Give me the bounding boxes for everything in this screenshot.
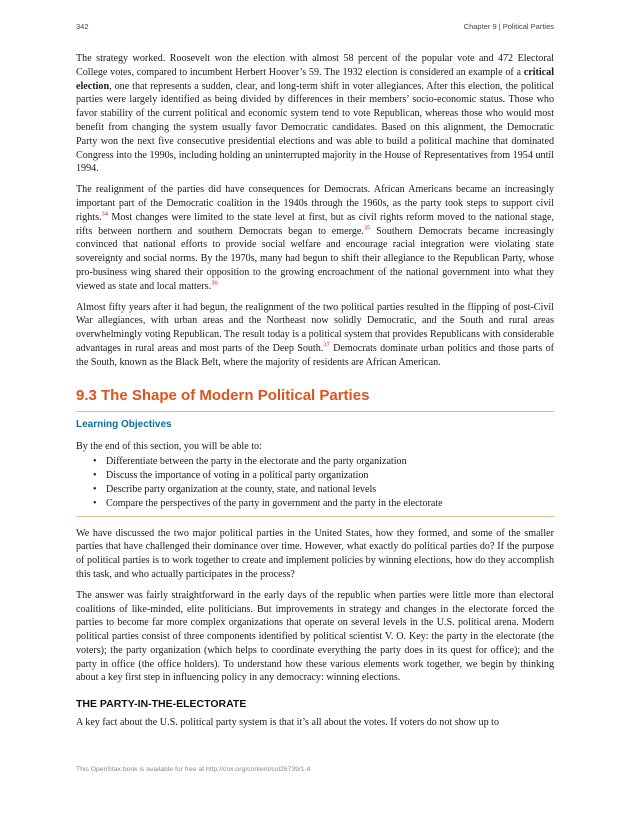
learning-objective-item: • Compare the perspectives of the party in government and the party in the electorate	[106, 497, 554, 511]
learning-objectives-intro: By the end of this section, you will be able to:	[76, 440, 262, 452]
footnote-ref-34[interactable]: 34	[101, 210, 109, 218]
page-header	[76, 22, 554, 36]
learning-objectives-list	[76, 455, 554, 510]
learning-objective-item: • Discuss the importance of voting in a political party organization	[106, 469, 554, 483]
paragraph-votes: A key fact about the U.S. political party system is that it’s all about the votes. If voters do not show up to	[76, 717, 500, 729]
paragraph-parties-intro: We have discussed the two major political parties in the United States, how they formed, and some of the smaller parties that have challenged their dominance over time. However, what exactly do political parties do? If the purpose of political parties is to work together to create and implement policies by winning elections, how do they accomplish this task, and who actually participates in the process?	[76, 527, 554, 580]
footnote-ref-35[interactable]: 35	[363, 224, 371, 232]
page-content	[76, 52, 554, 737]
learning-objective-item: • Differentiate between the party in the electorate and the party organization	[106, 455, 554, 469]
paragraph-three-components: The answer was fairly straightforward in the early days of the republic when parties were little more than electoral coalitions of like-minded, elite politicians. But improvements in strategy and changes in the electorate forced the parties to become far more complex organizations that operate on several levels in the U.S. political arena. Modern political parties consist of three components identified by political scientist V. O. Key: the party in the electorate (the voters); the party organization (which helps to coordinate everything the party does in its quest for office); and the party in office (the office holders). To understand how these various elements work together, we begin by thinking about a key first step in influencing policy in any democracy: winning elections.	[76, 589, 554, 684]
paragraph-flipping: Almost fifty years after it had begun, the realignment of the two political parties resulted in the flipping of post-Civil War allegiances, with urban areas and the Northeast now solidly Democratic, and the South and rural areas overwhelmingly voting Republican. The result today is a political system that provides Republicans with considerable advantages in rural areas and most parts of the Deep South.$^{37}$ Democrats dominate urban politics and those parts of the South, known as the Black Belt, where the majority of residents are African American.	[76, 301, 554, 368]
page-footer: This OpenStax book is available for free at http://cnx.org/content/col26739/1.4	[76, 766, 311, 773]
paragraph-realignment: The realignment of the parties did have consequences for Democrats. African Americans became an increasingly important part of the Democratic coalition in the 1940s through the 1960s, as the party took steps to support civil rights.$^{34}$ Most changes were limited to the state level at first, but as civil rights reform moved to the national stage, rifts between northern and southern Democrats began to emerge.$^{35}$ Southern Democrats became increasingly convinced that national efforts to provide social welfare and encourage racial integration were violating state sovereignty and social norms. By the 1970s, many had begun to shift their allegiance to the Republican Party, whose pro-business wing shared their opposition to the growing encroachment of the national government into what they viewed as state and local matters.$^{36}$	[76, 184, 554, 292]
footnote-ref-37[interactable]: 37	[323, 341, 330, 349]
subsection-heading: THE PARTY-IN-THE-ELECTORATE	[76, 698, 247, 711]
section-title: 9.3 The Shape of Modern Political Parties	[76, 387, 554, 412]
learning-objective-item: • Describe party organization at the county, state, and national levels	[106, 483, 554, 497]
page-number: 342	[76, 22, 89, 31]
chapter-title: Chapter 9 | Political Parties	[463, 22, 554, 31]
learning-objectives-title: Learning Objectives	[76, 418, 172, 430]
footnote-ref-36[interactable]: 36	[211, 279, 218, 287]
section-divider	[76, 516, 554, 517]
paragraph-critical-election: The strategy worked. Roosevelt won the election with almost 58 percent of the popular vote and 472 Electoral College votes, compared to incumbent Herbert Hoover’s 59. The 1932 election is considered an example of a critical election, one that represents a sudden, clear, and long-term shift in voter allegiances. After this election, the political parties were largely identified as being divided by differences in their members’ socio-economic status. Those who favor stability of the current political and economic system tend to vote Republican, whereas those who would most benefit from changing the system usually favor Democratic candidates. Based on this alignment, the Democratic Party won the next five consecutive presidential elections and was able to build a political machine that dominated Congress into the 1990s, including holding an uninterrupted majority in the House of Representatives from 1954 until 1994.	[76, 53, 554, 175]
key-term: critical election	[76, 66, 554, 92]
